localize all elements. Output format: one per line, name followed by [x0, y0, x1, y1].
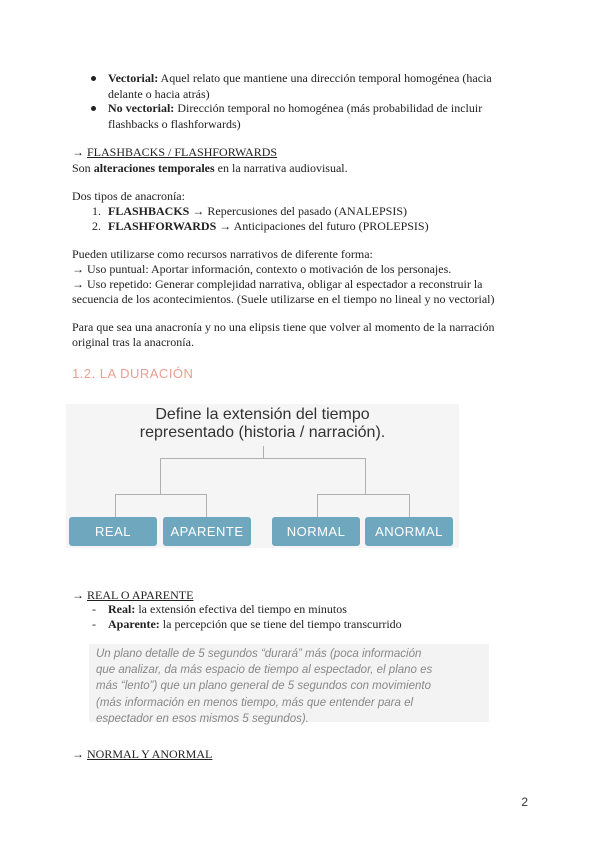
- normal-anormal-heading: → NORMAL Y ANORMAL: [72, 747, 213, 761]
- connector-line: [263, 446, 264, 458]
- anacronia-item-flashforwards: FLASHFORWARDS → Anticipaciones del futuro (PROLEPSIS): [108, 219, 429, 233]
- connector-line: [317, 494, 318, 517]
- diagram-title-line2: representado (historia / narración).: [139, 424, 386, 441]
- connector-line: [365, 458, 366, 494]
- anacronia-item-num: 2.: [92, 219, 101, 233]
- flash-description: Son alteraciones temporales en la narrativa audiovisual.: [72, 161, 348, 175]
- diagram-title-line1: Define la extensión del tiempo: [155, 406, 370, 423]
- box-anormal: ANORMAL: [365, 517, 453, 546]
- bullet-vectorial: Vectorial: Aquel relato que mantiene una dirección temporal homogénea (hacia: [108, 71, 492, 85]
- connector-line: [317, 494, 410, 495]
- aparente-definition: Aparente: la percepción que se tiene del tiempo transcurrido: [108, 617, 402, 631]
- box-real: REAL: [69, 517, 157, 546]
- section-heading: 1.2. LA DURACIÓN: [72, 366, 194, 381]
- connector-line: [206, 494, 207, 517]
- box-aparente: APARENTE: [163, 517, 251, 546]
- bullet-vectorial-cont: delante o hacia atrás): [108, 87, 210, 101]
- list-dash: -: [92, 602, 96, 616]
- recursos-line: → Uso puntual: Aportar información, contexto o motivación de los personajes.: [72, 262, 452, 276]
- recursos-line: → Uso repetido: Generar complejidad narrativa, obligar al espectador a reconstruir la: [72, 277, 483, 291]
- connector-line: [160, 458, 366, 459]
- elipsis-line: original tras la anacronía.: [72, 335, 194, 349]
- recursos-line: Pueden utilizarse como recursos narrativos de diferente forma:: [72, 247, 373, 261]
- real-aparente-heading: → REAL O APARENTE: [72, 588, 194, 602]
- connector-line: [115, 494, 207, 495]
- recursos-line: secuencia de los acontecimientos. (Suele utilizarse en el tiempo no lineal y no vectorial): [72, 292, 495, 306]
- page-number: 2: [521, 795, 528, 809]
- connector-line: [409, 494, 410, 517]
- list-dash: -: [92, 617, 96, 631]
- anacronia-item-flashbacks: FLASHBACKS → Repercusiones del pasado (ANALEPSIS): [108, 204, 407, 218]
- anacronia-intro: Dos tipos de anacronía:: [72, 189, 185, 203]
- flash-heading: → FLASHBACKS / FLASHFORWARDS: [72, 145, 278, 159]
- quote-text: Un plano detalle de 5 segundos “durará” más (poca información que analizar, da más espacio de tiempo al espectador, el plano es más “lento”) que un plano general de 5 segundos con movimiento (más información en menos tiempo, más que entender para el espectador en esos mismos 5 segundos).: [96, 648, 433, 725]
- bullet-no-vectorial: No vectorial: Dirección temporal no homogénea (más probabilidad de incluir: [108, 101, 483, 115]
- bullet-no-vectorial-cont: flashbacks o flashforwards): [108, 117, 241, 131]
- bullet-dot: [91, 106, 96, 111]
- connector-line: [160, 458, 161, 494]
- bullet-dot: [91, 76, 96, 81]
- connector-line: [115, 494, 116, 517]
- elipsis-line: Para que sea una anacronía y no una elipsis tiene que volver al momento de la narración: [72, 320, 495, 334]
- real-definition: Real: la extensión efectiva del tiempo en minutos: [108, 602, 347, 616]
- anacronia-item-num: 1.: [92, 204, 101, 218]
- box-normal: NORMAL: [272, 517, 360, 546]
